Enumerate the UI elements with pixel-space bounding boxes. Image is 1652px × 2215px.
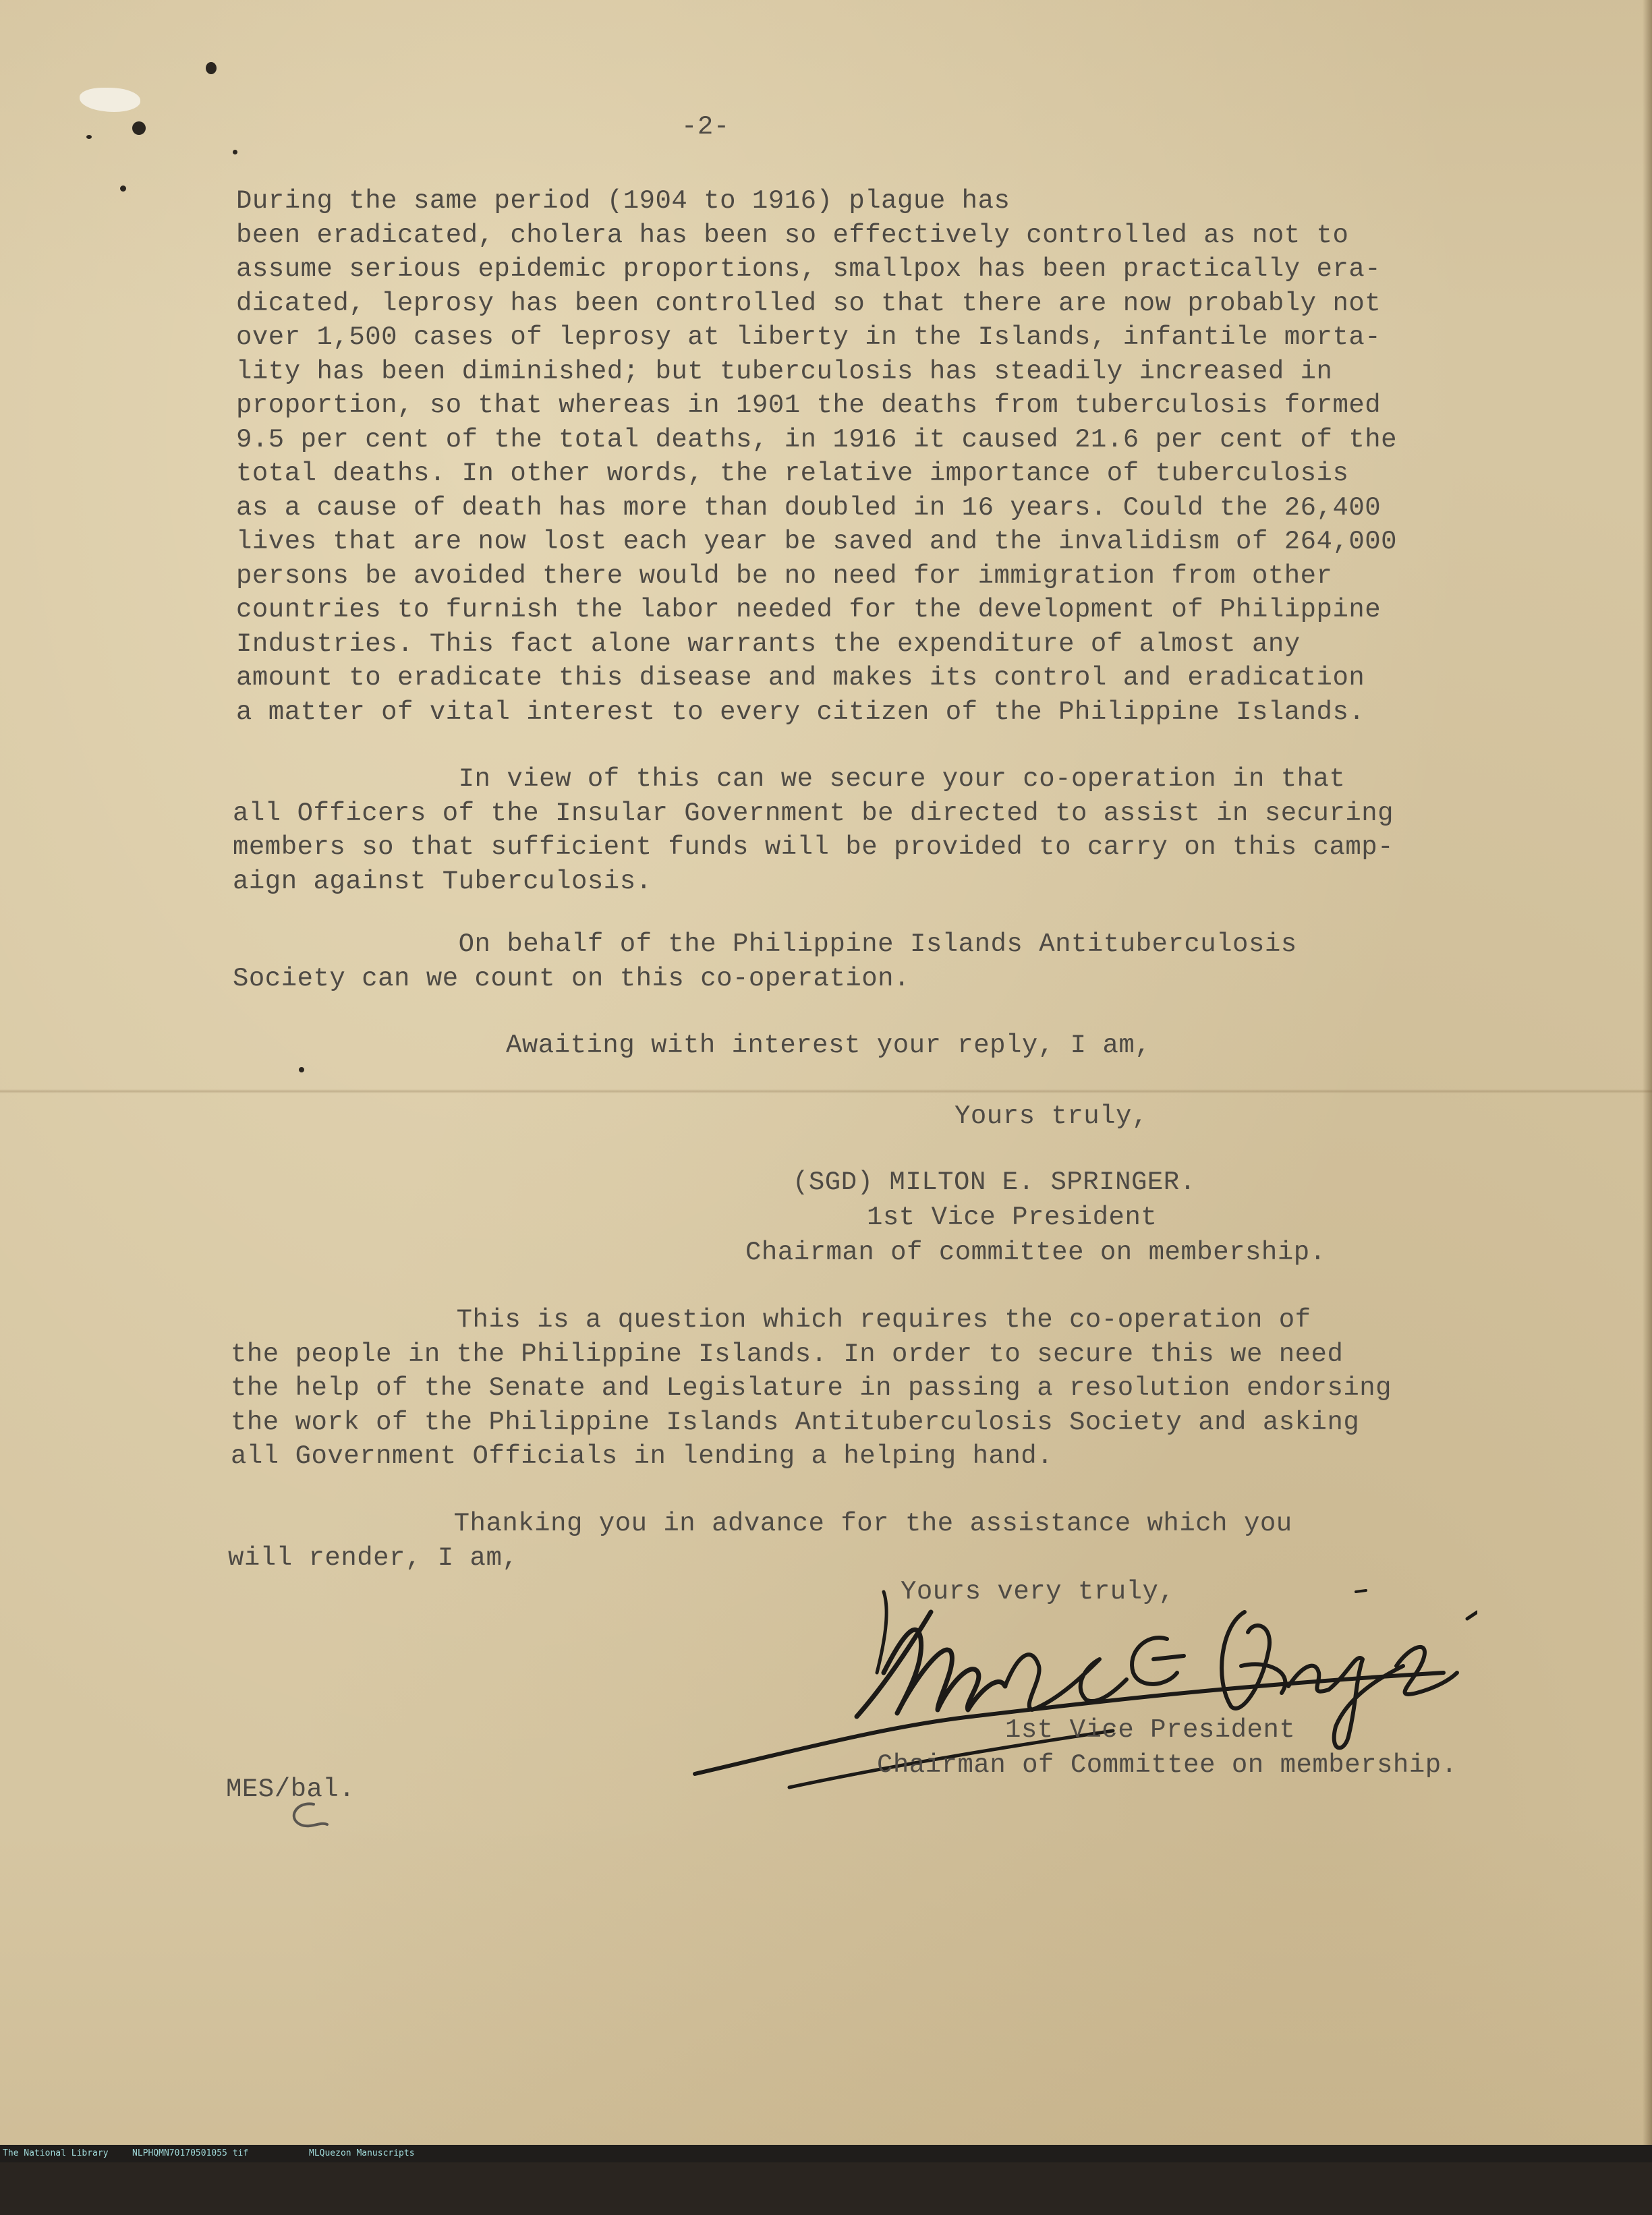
body-paragraph-3: On behalf of the Philippine Islands Antituberculosis Society can we count on this co-operation. [233, 929, 1297, 994]
footer-file-id: NLPHQMN70170501055 tif [132, 2148, 249, 2158]
body-paragraph-5: This is a question which requires the co-operation of the people in the Philippine Islands. In order to secure this we need the help of the Senate and Legislature in passing a resolution endorsing the work of the Philippine Islands Antituberculosis Society and asking all Government Officials in lending a helping hand. [231, 1305, 1392, 1471]
initials-flourish [280, 1794, 334, 1835]
signer-committee: Chairman of committee on membership. [745, 1238, 1326, 1267]
page-edge-shadow [1643, 0, 1652, 2145]
ink-speck [120, 185, 126, 192]
punch-hole-mark [206, 62, 217, 74]
signed-name: (SGD) MILTON E. SPRINGER. [793, 1168, 1196, 1197]
body-paragraph-6: Thanking you in advance for the assistance which you will render, I am, [228, 1509, 1292, 1573]
archive-footer [0, 2145, 1652, 2162]
body-paragraph-2: In view of this can we secure your co-operation in that all Officers of the Insular Government be directed to assist in securing members so that sufficient funds will be provided to carry on this camp- aign against Tuberculosis. [233, 764, 1394, 896]
page-number: -2- [681, 112, 730, 142]
body-paragraph-1: During the same period (1904 to 1916) plague has been eradicated, cholera has been so effectively controlled as not to assume serious epidemic proportions, smallpox has been practically era- dicated, leprosy has been controlled so that there are now probably not over 1,500 cases of leprosy at liberty in the Islands, infantile morta- lity has been diminished; but tuberculosis has steadily increased in proportion, so that whereas in 1901 the deaths from tuberculosis formed 9.5 per cent of the total deaths, in 1916 it caused 21.6 per cent of the total deaths. In other words, the relative importance of tuberculosis as a cause of death has more than doubled in 16 years. Could the 26,400 lives that are now lost each year be saved and the invalidism of 264,000 persons be avoided there would be no need for immigration from other countries to furnish the labor needed for the development of Philippine Industries. This fact alone warrants the expenditure of almost any amount to eradicate this disease and makes its control and eradication a matter of vital interest to every citizen of the Philippine Islands. [236, 186, 1398, 727]
footer-library: The National Library [3, 2148, 109, 2158]
closing-salutation-2: Yours very truly, [901, 1577, 1175, 1607]
punch-hole-mark [132, 121, 146, 135]
signer-title-2: 1st Vice President [1005, 1715, 1296, 1745]
ink-speck [86, 135, 92, 139]
ink-speck [233, 150, 237, 154]
typist-initials: MES/bal. [226, 1775, 355, 1804]
signer-committee-2: Chairman of Committee on membership. [877, 1750, 1458, 1780]
footer-collection: MLQuezon Manuscripts [309, 2148, 415, 2158]
signer-title: 1st Vice President [867, 1203, 1158, 1232]
body-paragraph-4: Awaiting with interest your reply, I am, [506, 1031, 1151, 1060]
paper-fold-crease [0, 1089, 1652, 1093]
paper-tear [80, 88, 140, 112]
ink-speck [299, 1067, 304, 1072]
closing-salutation: Yours truly, [955, 1101, 1148, 1131]
